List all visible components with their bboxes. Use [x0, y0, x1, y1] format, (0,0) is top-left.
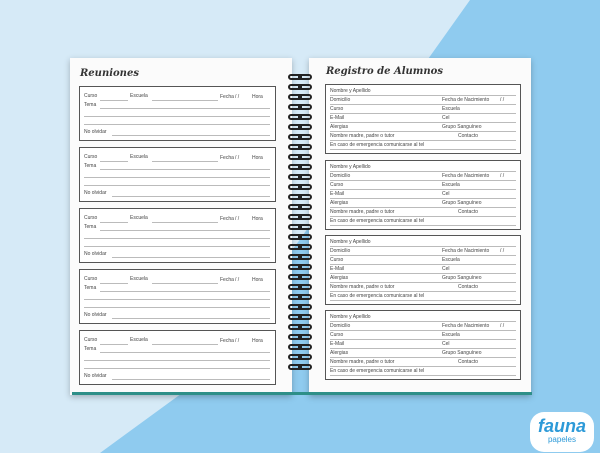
- tema-line: [100, 291, 270, 292]
- field-line: [330, 321, 516, 322]
- emergencia-label: En caso de emergencia comunicarse al tel: [330, 142, 425, 148]
- no-olvidar-line: [112, 257, 270, 258]
- slashes-label: / /: [500, 248, 505, 254]
- spiral-ring: [288, 354, 312, 360]
- notebook-cover-edge: [72, 392, 532, 395]
- slashes-label: / /: [500, 323, 505, 329]
- curso-line: [100, 161, 128, 162]
- field-line: [330, 131, 516, 132]
- escuela-label: Escuela: [130, 93, 148, 99]
- logo-subtitle: papeles: [547, 435, 577, 444]
- tema-label: Tema: [84, 163, 97, 169]
- curso-label: Curso: [330, 332, 344, 338]
- spiral-ring: [288, 204, 312, 210]
- spiral-ring: [288, 114, 312, 120]
- escuela-line: [152, 283, 218, 284]
- fecha_nac-label: Fecha de Nacimiento: [442, 323, 490, 329]
- spiral-ring: [288, 344, 312, 350]
- field-line: [330, 207, 516, 208]
- fecha-slashes: / /: [235, 94, 240, 100]
- field-line: [330, 122, 516, 123]
- fauna-logo: [530, 412, 594, 452]
- curso-line: [100, 344, 128, 345]
- spiral-ring: [288, 324, 312, 330]
- spiral-ring: [288, 214, 312, 220]
- grupo-label: Grupo Sanguíneo: [442, 200, 482, 206]
- fecha_nac-label: Fecha de Nacimiento: [442, 173, 490, 179]
- nombre-label: Nombre y Apellido: [330, 164, 371, 170]
- nombre-label: Nombre y Apellido: [330, 88, 371, 94]
- email-label: E-Mail: [330, 115, 345, 121]
- cel-label: Cel: [442, 115, 450, 121]
- spiral-ring: [288, 284, 312, 290]
- no-olvidar-label: No olvidar: [84, 129, 107, 135]
- spiral-ring: [288, 234, 312, 240]
- alergias-label: Alergias: [330, 275, 349, 281]
- contacto-label: Contacto: [458, 209, 479, 215]
- curso-label: Curso: [84, 276, 98, 282]
- field-line: [330, 198, 516, 199]
- grupo-label: Grupo Sanguíneo: [442, 124, 482, 130]
- padre-label: Nombre madre, padre o tutor: [330, 359, 395, 365]
- field-line: [330, 330, 516, 331]
- tema-label: Tema: [84, 285, 97, 291]
- field-line: [330, 180, 516, 181]
- no-olvidar-label: No olvidar: [84, 251, 107, 257]
- spiral-ring: [288, 144, 312, 150]
- fecha-slashes: / /: [235, 155, 240, 161]
- escuela-label: Escuela: [442, 182, 460, 188]
- no-olvidar-line: [112, 318, 270, 319]
- field-line: [330, 171, 516, 172]
- escuela-label: Escuela: [130, 154, 148, 160]
- field-line: [330, 375, 516, 376]
- field-line: [330, 264, 516, 265]
- field-line: [330, 291, 516, 292]
- meeting-box: [79, 147, 276, 202]
- spiral-ring: [288, 184, 312, 190]
- email-label: E-Mail: [330, 191, 345, 197]
- email-label: E-Mail: [330, 341, 345, 347]
- spiral-ring: [288, 164, 312, 170]
- domicilio-label: Domicilio: [330, 173, 351, 179]
- note-line: [84, 307, 270, 308]
- padre-label: Nombre madre, padre o tutor: [330, 284, 395, 290]
- hora-label: Hora: [252, 338, 263, 344]
- curso-label: Curso: [84, 337, 98, 343]
- alergias-label: Alergias: [330, 350, 349, 356]
- tema-label: Tema: [84, 102, 97, 108]
- emergencia-label: En caso de emergencia comunicarse al tel: [330, 293, 425, 299]
- escuela-line: [152, 161, 218, 162]
- grupo-label: Grupo Sanguíneo: [442, 350, 482, 356]
- fecha-slashes: / /: [235, 216, 240, 222]
- field-line: [330, 357, 516, 358]
- tema-line: [100, 169, 270, 170]
- hora-label: Hora: [252, 94, 263, 100]
- note-line: [84, 238, 270, 239]
- spiral-ring: [288, 104, 312, 110]
- meeting-box: [79, 208, 276, 263]
- hora-label: Hora: [252, 155, 263, 161]
- field-line: [330, 189, 516, 190]
- fecha-label: Fecha: [220, 94, 234, 100]
- escuela-label: Escuela: [130, 276, 148, 282]
- spiral-ring: [288, 274, 312, 280]
- note-line: [84, 116, 270, 117]
- field-line: [330, 95, 516, 96]
- no-olvidar-label: No olvidar: [84, 312, 107, 318]
- spiral-ring: [288, 224, 312, 230]
- nombre-label: Nombre y Apellido: [330, 314, 371, 320]
- field-line: [330, 113, 516, 114]
- cel-label: Cel: [442, 341, 450, 347]
- meeting-box: [79, 269, 276, 324]
- domicilio-label: Domicilio: [330, 248, 351, 254]
- fecha_nac-label: Fecha de Nacimiento: [442, 97, 490, 103]
- field-line: [330, 104, 516, 105]
- spiral-ring: [288, 314, 312, 320]
- alergias-label: Alergias: [330, 200, 349, 206]
- field-line: [330, 348, 516, 349]
- grupo-label: Grupo Sanguíneo: [442, 275, 482, 281]
- cel-label: Cel: [442, 191, 450, 197]
- curso-label: Curso: [330, 257, 344, 263]
- contacto-label: Contacto: [458, 359, 479, 365]
- logo-brand: fauna: [537, 416, 586, 436]
- fecha-label: Fecha: [220, 155, 234, 161]
- meeting-box: [79, 330, 276, 385]
- spiral-ring: [288, 124, 312, 130]
- spiral-ring: [288, 304, 312, 310]
- right-page-title: Registro de Alumnos: [326, 66, 443, 77]
- curso-line: [100, 100, 128, 101]
- spiral-ring: [288, 334, 312, 340]
- no-olvidar-line: [112, 135, 270, 136]
- hora-label: Hora: [252, 277, 263, 283]
- no-olvidar-label: No olvidar: [84, 190, 107, 196]
- tema-line: [100, 108, 270, 109]
- curso-line: [100, 222, 128, 223]
- curso-label: Curso: [84, 93, 98, 99]
- student-box: [325, 84, 521, 154]
- tema-line: [100, 230, 270, 231]
- spiral-ring: [288, 254, 312, 260]
- field-line: [330, 216, 516, 217]
- slashes-label: / /: [500, 97, 505, 103]
- curso-label: Curso: [84, 154, 98, 160]
- padre-label: Nombre madre, padre o tutor: [330, 133, 395, 139]
- field-line: [330, 149, 516, 150]
- field-line: [330, 366, 516, 367]
- field-line: [330, 255, 516, 256]
- field-line: [330, 225, 516, 226]
- student-box: [325, 310, 521, 380]
- note-line: [84, 246, 270, 247]
- nombre-label: Nombre y Apellido: [330, 239, 371, 245]
- cel-label: Cel: [442, 266, 450, 272]
- slashes-label: / /: [500, 173, 505, 179]
- curso-line: [100, 283, 128, 284]
- field-line: [330, 246, 516, 247]
- no-olvidar-label: No olvidar: [84, 373, 107, 379]
- meeting-box: [79, 86, 276, 141]
- fecha-label: Fecha: [220, 216, 234, 222]
- student-box: [325, 160, 521, 230]
- spiral-ring: [288, 294, 312, 300]
- escuela-line: [152, 222, 218, 223]
- escuela-label: Escuela: [130, 337, 148, 343]
- escuela-label: Escuela: [130, 215, 148, 221]
- contacto-label: Contacto: [458, 284, 479, 290]
- curso-label: Curso: [84, 215, 98, 221]
- domicilio-label: Domicilio: [330, 97, 351, 103]
- spiral-ring: [288, 194, 312, 200]
- hora-label: Hora: [252, 216, 263, 222]
- field-line: [330, 339, 516, 340]
- spiral-ring: [288, 264, 312, 270]
- fecha-slashes: / /: [235, 338, 240, 344]
- escuela-label: Escuela: [442, 106, 460, 112]
- alergias-label: Alergias: [330, 124, 349, 130]
- spiral-ring: [288, 134, 312, 140]
- spiral-ring: [288, 94, 312, 100]
- fecha_nac-label: Fecha de Nacimiento: [442, 248, 490, 254]
- field-line: [330, 273, 516, 274]
- spiral-ring: [288, 174, 312, 180]
- curso-label: Curso: [330, 106, 344, 112]
- fecha-slashes: / /: [235, 277, 240, 283]
- field-line: [330, 300, 516, 301]
- spiral-ring: [288, 244, 312, 250]
- no-olvidar-line: [112, 196, 270, 197]
- emergencia-label: En caso de emergencia comunicarse al tel: [330, 368, 425, 374]
- note-line: [84, 299, 270, 300]
- spiral-ring: [288, 84, 312, 90]
- domicilio-label: Domicilio: [330, 323, 351, 329]
- spiral-ring: [288, 154, 312, 160]
- fecha-label: Fecha: [220, 338, 234, 344]
- note-line: [84, 177, 270, 178]
- tema-line: [100, 352, 270, 353]
- tema-label: Tema: [84, 346, 97, 352]
- note-line: [84, 185, 270, 186]
- contacto-label: Contacto: [458, 133, 479, 139]
- spiral-ring: [288, 74, 312, 80]
- student-box: [325, 235, 521, 305]
- padre-label: Nombre madre, padre o tutor: [330, 209, 395, 215]
- curso-label: Curso: [330, 182, 344, 188]
- note-line: [84, 360, 270, 361]
- spiral-ring: [288, 364, 312, 370]
- escuela-label: Escuela: [442, 257, 460, 263]
- note-line: [84, 124, 270, 125]
- escuela-line: [152, 344, 218, 345]
- tema-label: Tema: [84, 224, 97, 230]
- fecha-label: Fecha: [220, 277, 234, 283]
- escuela-label: Escuela: [442, 332, 460, 338]
- field-line: [330, 282, 516, 283]
- email-label: E-Mail: [330, 266, 345, 272]
- emergencia-label: En caso de emergencia comunicarse al tel: [330, 218, 425, 224]
- field-line: [330, 140, 516, 141]
- note-line: [84, 368, 270, 369]
- left-page-title: Reuniones: [80, 68, 139, 79]
- no-olvidar-line: [112, 379, 270, 380]
- escuela-line: [152, 100, 218, 101]
